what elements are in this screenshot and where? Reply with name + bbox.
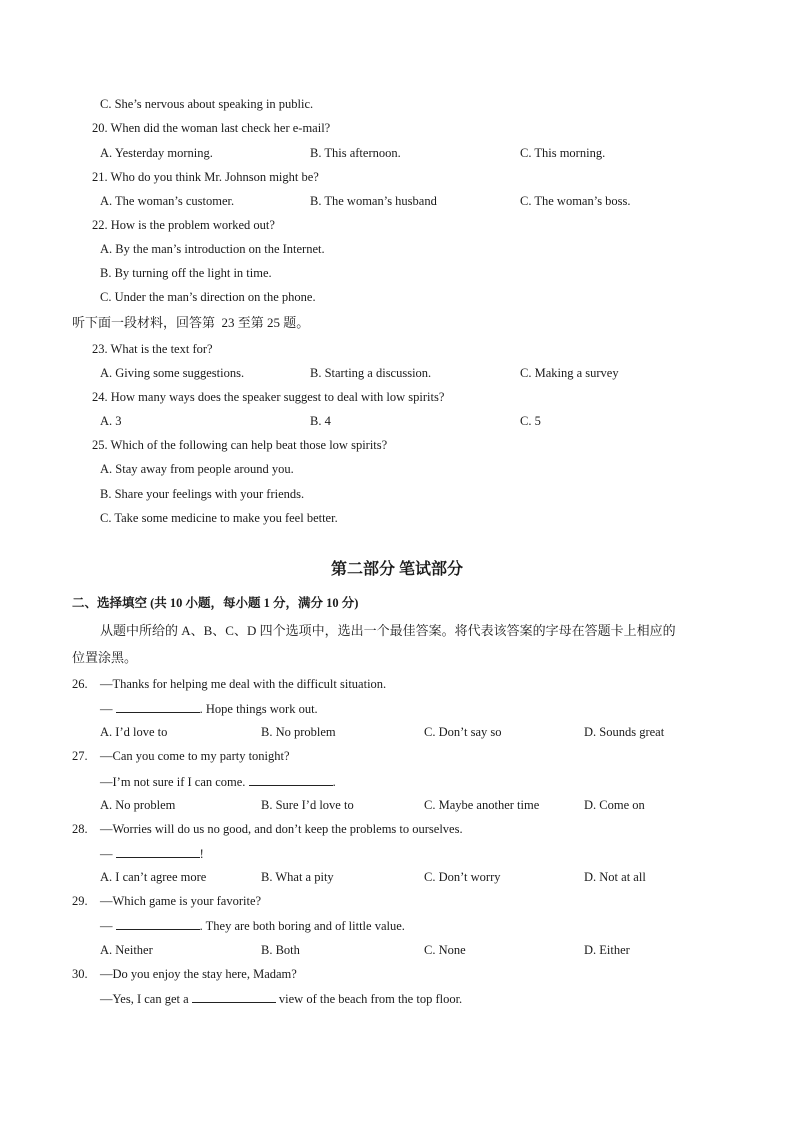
q26-option-a: A. I’d love to bbox=[100, 725, 168, 739]
q29-line2 bbox=[100, 917, 405, 934]
q27-line2-pre: —I’m not sure if I can come. bbox=[100, 775, 249, 789]
instruction-line-1: 从题中所给的 A、B、C、D 四个选项中，选出一个最佳答案。将代表该答案的字母在答题卡上相应的 bbox=[100, 623, 676, 638]
q25-stem: 25. Which of the following can help beat those low spirits? bbox=[92, 438, 388, 452]
q29-line2-post: . They are both boring and of little value. bbox=[199, 919, 405, 933]
section-heading: 二、选择填空 (共 10 小题，每小题 1 分，满分 10 分) bbox=[72, 596, 359, 610]
q28-option-c: C. Don’t worry bbox=[424, 870, 501, 884]
q28-line2-post: ! bbox=[199, 847, 204, 861]
q23-stem: 23. What is the text for? bbox=[92, 342, 213, 356]
q30-number: 30. bbox=[72, 967, 88, 981]
q29-option-a: A. Neither bbox=[100, 943, 153, 957]
q28-line1: —Worries will do us no good, and don’t keep the problems to ourselves. bbox=[100, 822, 463, 836]
q28-line2 bbox=[100, 845, 204, 862]
q24-option-a: A. 3 bbox=[100, 414, 122, 428]
q30-line2-pre: —Yes, I can get a bbox=[100, 992, 192, 1006]
q27-line2-post: . bbox=[332, 775, 336, 789]
q28-option-d: D. Not at all bbox=[584, 870, 646, 884]
q26-option-d: D. Sounds great bbox=[584, 725, 665, 739]
q29-option-b: B. Both bbox=[261, 943, 300, 957]
q27-option-a: A. No problem bbox=[100, 798, 176, 812]
q27-number: 27. bbox=[72, 749, 88, 763]
q22-option-c: C. Under the man’s direction on the phone. bbox=[100, 290, 316, 304]
q22-option-b: B. By turning off the light in time. bbox=[100, 266, 272, 280]
q27-option-c: C. Maybe another time bbox=[424, 798, 540, 812]
q25-option-c: C. Take some medicine to make you feel better. bbox=[100, 511, 338, 525]
q29-line1: —Which game is your favorite? bbox=[100, 894, 262, 908]
q26-option-b: B. No problem bbox=[261, 725, 336, 739]
q20-option-c: C. This morning. bbox=[520, 146, 606, 160]
q28-blank bbox=[116, 845, 200, 858]
q28-option-a: A. I can’t agree more bbox=[100, 870, 207, 884]
q29-blank bbox=[116, 917, 200, 930]
q20-option-b: B. This afternoon. bbox=[310, 146, 401, 160]
q26-line2 bbox=[100, 700, 318, 717]
instruction-line-2: 位置涂黑。 bbox=[72, 650, 138, 665]
listening-instruction: 听下面一段材料，回答第 23 至第 25 题。 bbox=[72, 315, 310, 330]
q25-option-a: A. Stay away from people around you. bbox=[100, 462, 294, 476]
q26-line2-post: . Hope things work out. bbox=[199, 702, 318, 716]
q19-option-c: C. She’s nervous about speaking in public. bbox=[100, 97, 314, 111]
q25-option-b: B. Share your feelings with your friends. bbox=[100, 487, 305, 501]
q26-option-c: C. Don’t say so bbox=[424, 725, 502, 739]
q21-option-a: A. The woman’s customer. bbox=[100, 194, 235, 208]
q29-number: 29. bbox=[72, 894, 88, 908]
q22-option-a: A. By the man’s introduction on the Internet. bbox=[100, 242, 325, 256]
q29-line2-pre: — bbox=[100, 919, 116, 933]
q28-number: 28. bbox=[72, 822, 88, 836]
q21-option-b: B. The woman’s husband bbox=[310, 194, 437, 208]
q30-blank bbox=[192, 990, 276, 1003]
q29-option-c: C. None bbox=[424, 943, 466, 957]
q24-option-b: B. 4 bbox=[310, 414, 331, 428]
q22-stem: 22. How is the problem worked out? bbox=[92, 218, 275, 232]
q24-option-c: C. 5 bbox=[520, 414, 541, 428]
q20-stem: 20. When did the woman last check her e-mail? bbox=[92, 121, 331, 135]
q24-stem: 24. How many ways does the speaker suggest to deal with low spirits? bbox=[92, 390, 445, 404]
q28-line2-pre: — bbox=[100, 847, 116, 861]
q30-line2 bbox=[100, 990, 462, 1007]
q23-option-a: A. Giving some suggestions. bbox=[100, 366, 245, 380]
q26-number: 26. bbox=[72, 677, 88, 691]
q26-line1: —Thanks for helping me deal with the difficult situation. bbox=[100, 677, 387, 691]
q21-option-c: C. The woman’s boss. bbox=[520, 194, 631, 208]
q27-line1: —Can you come to my party tonight? bbox=[100, 749, 290, 763]
q26-blank bbox=[116, 700, 200, 713]
part2-title: 第二部分 笔试部分 bbox=[330, 561, 463, 578]
q26-line2-pre: — bbox=[100, 702, 116, 716]
q27-blank bbox=[249, 773, 333, 786]
q30-line1: —Do you enjoy the stay here, Madam? bbox=[100, 967, 297, 981]
q27-option-d: D. Come on bbox=[584, 798, 645, 812]
q23-option-c: C. Making a survey bbox=[520, 366, 619, 380]
q29-option-d: D. Either bbox=[584, 943, 630, 957]
q28-option-b: B. What a pity bbox=[261, 870, 334, 884]
q27-line2 bbox=[100, 773, 336, 790]
q23-option-b: B. Starting a discussion. bbox=[310, 366, 432, 380]
q30-line2-post: view of the beach from the top floor. bbox=[275, 992, 463, 1006]
q20-option-a: A. Yesterday morning. bbox=[100, 146, 213, 160]
q27-option-b: B. Sure I’d love to bbox=[261, 798, 354, 812]
q21-stem: 21. Who do you think Mr. Johnson might be? bbox=[92, 170, 319, 184]
